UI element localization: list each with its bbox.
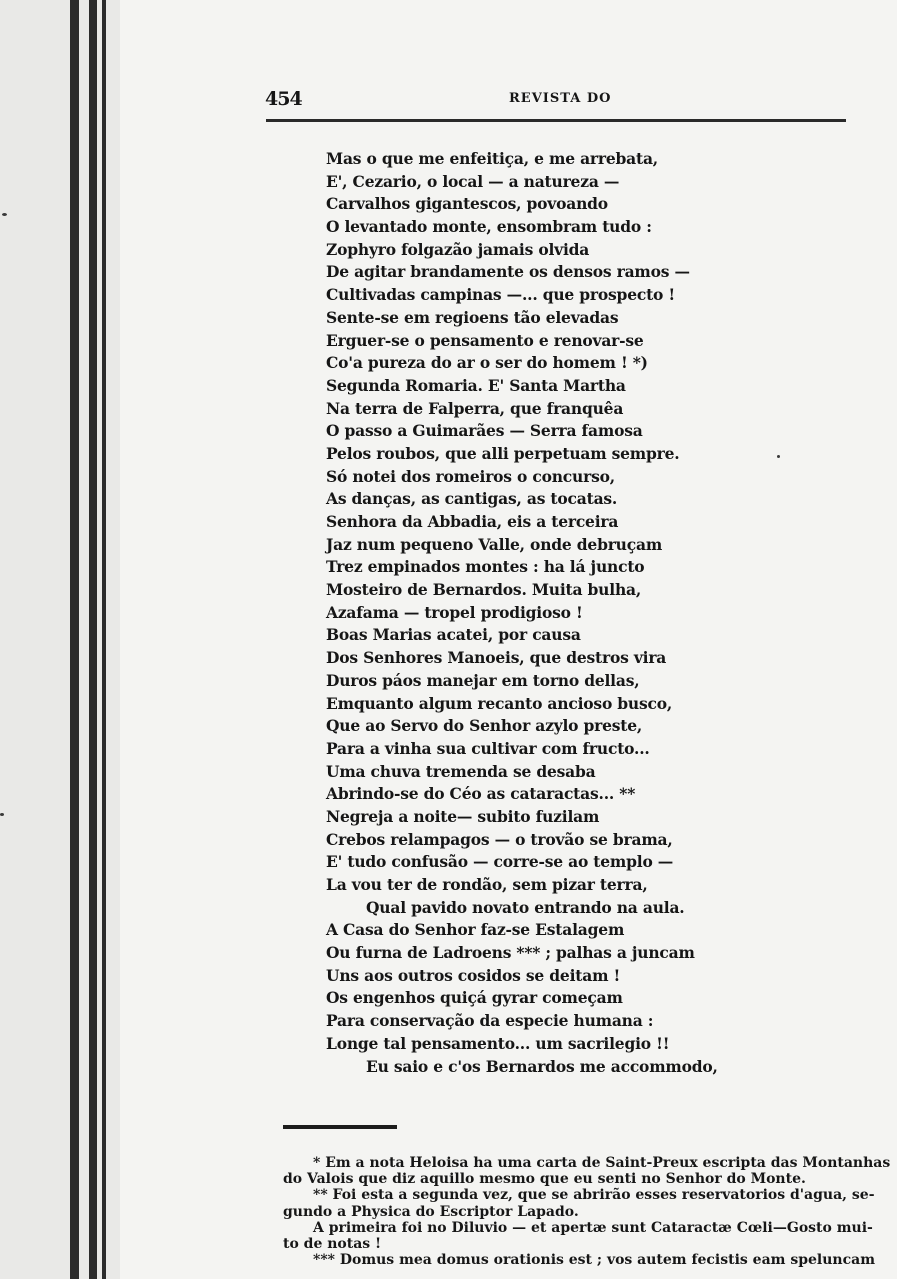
verse-line: Qual pavido novato entrando na aula. xyxy=(366,897,685,917)
verse-line: Boas Marias acatei, por causa xyxy=(326,625,581,645)
footnotes xyxy=(283,1155,891,1269)
verse-line: Co'a pureza do ar o ser do homem ! *) xyxy=(326,353,648,373)
verse-line: Para a vinha sua cultivar com fructo... xyxy=(326,738,650,758)
footnote-line: to de notas ! xyxy=(283,1236,382,1253)
verse-line: Pelos roubos, que alli perpetuam sempre. xyxy=(326,443,680,463)
verse-line: Que ao Servo do Senhor azylo preste, xyxy=(326,716,643,736)
verse-line: Emquanto algum recanto ancioso busco, xyxy=(326,693,673,713)
verse-line: Duros páos manejar em torno dellas, xyxy=(326,670,640,690)
verse-line: Ou furna de Ladroens *** ; palhas a juncam xyxy=(326,943,695,963)
footnote-rule xyxy=(283,1125,397,1129)
verse-line: Jaz num pequeno Valle, onde debruçam xyxy=(326,534,663,554)
scan-speck xyxy=(2,213,7,216)
verse-line: Sente-se em regioens tão elevadas xyxy=(326,307,619,327)
verse-line: Cultivadas campinas —... que prospecto ! xyxy=(326,285,675,305)
verse-line: Trez empinados montes : ha lá juncto xyxy=(326,557,645,577)
verse-line: Mas o que me enfeitiça, e me arrebata, xyxy=(326,149,658,168)
verse-line: De agitar brandamente os densos ramos — xyxy=(326,262,690,282)
verse-line: Senhora da Abbadia, eis a terceira xyxy=(326,512,619,531)
running-title: REVISTA DO xyxy=(509,91,612,106)
verse-line: E' tudo confusão — corre-se ao templo — xyxy=(326,852,674,872)
verse-line: Segunda Romaria. E' Santa Martha xyxy=(326,375,626,395)
verse-line: E', Cezario, o local — a natureza — xyxy=(326,171,620,191)
verse-line: O levantado monte, ensombram tudo : xyxy=(326,217,652,237)
verse-line: Os engenhos quiçá gyrar começam xyxy=(326,988,623,1008)
verse-line: Azafama — tropel prodigioso ! xyxy=(326,602,583,622)
page-number: 454 xyxy=(265,88,302,110)
verse-line: Crebos relampagos — o trovão se brama, xyxy=(326,829,673,849)
poem-body xyxy=(326,148,786,1078)
footnote-line: * Em a nota Heloisa ha uma carta de Saint-Preux escripta das Montanhas xyxy=(313,1155,891,1171)
verse-line: Erguer-se o pensamento e renovar-se xyxy=(326,330,644,350)
verse-line: Só notei dos romeiros o concurso, xyxy=(326,466,615,486)
verse-line: O passo a Guimarães — Serra famosa xyxy=(326,421,643,441)
verse-line: Longe tal pensamento... um sacrilegio !! xyxy=(326,1033,670,1053)
footnote-line: A primeira foi no Diluvio — et apertæ sunt Cataractæ Cœli—Gosto mui- xyxy=(313,1219,873,1236)
book-binding-edge xyxy=(0,0,120,1279)
verse-line: Negreja a noite— subito fuzilam xyxy=(326,806,600,826)
scan-speck xyxy=(0,813,4,816)
verse-line: As danças, as cantigas, as tocatas. xyxy=(326,489,618,509)
verse-line: Dos Senhores Manoeis, que destros vira xyxy=(326,648,667,668)
verse-line: Eu saio e c'os Bernardos me accommodo, xyxy=(366,1056,718,1076)
footnote-line: gundo a Physica do Escriptor Lapado. xyxy=(283,1203,579,1220)
footnote-line: do Valois que diz aquillo mesmo que eu senti no Senhor do Monte. xyxy=(283,1171,806,1188)
verse-line: La vou ter de rondão, sem pizar terra, xyxy=(326,875,648,894)
verse-line: Na terra de Falperra, que franquêa xyxy=(326,398,624,418)
verse-line: Zophyro folgazão jamais olvida xyxy=(326,239,590,259)
footnote-line: ** Foi esta a segunda vez, que se abrirão esses reservatorios d'agua, se- xyxy=(313,1187,875,1204)
footnote-line: *** Domus mea domus orationis est ; vos autem fecistis eam speluncam xyxy=(313,1252,876,1269)
verse-line: Uma chuva tremenda se desaba xyxy=(326,761,596,781)
page-header xyxy=(262,88,848,112)
header-rule xyxy=(266,119,846,122)
verse-line: Uns aos outros cosidos se deitam ! xyxy=(326,965,621,985)
verse-line: Abrindo-se do Céo as cataractas... ** xyxy=(326,784,636,804)
verse-line: Para conservação da especie humana : xyxy=(326,1011,654,1031)
verse-line: A Casa do Senhor faz-se Estalagem xyxy=(326,920,625,940)
verse-line: Mosteiro de Bernardos. Muita bulha, xyxy=(326,580,642,600)
verse-line: Carvalhos gigantescos, povoando xyxy=(326,194,608,214)
